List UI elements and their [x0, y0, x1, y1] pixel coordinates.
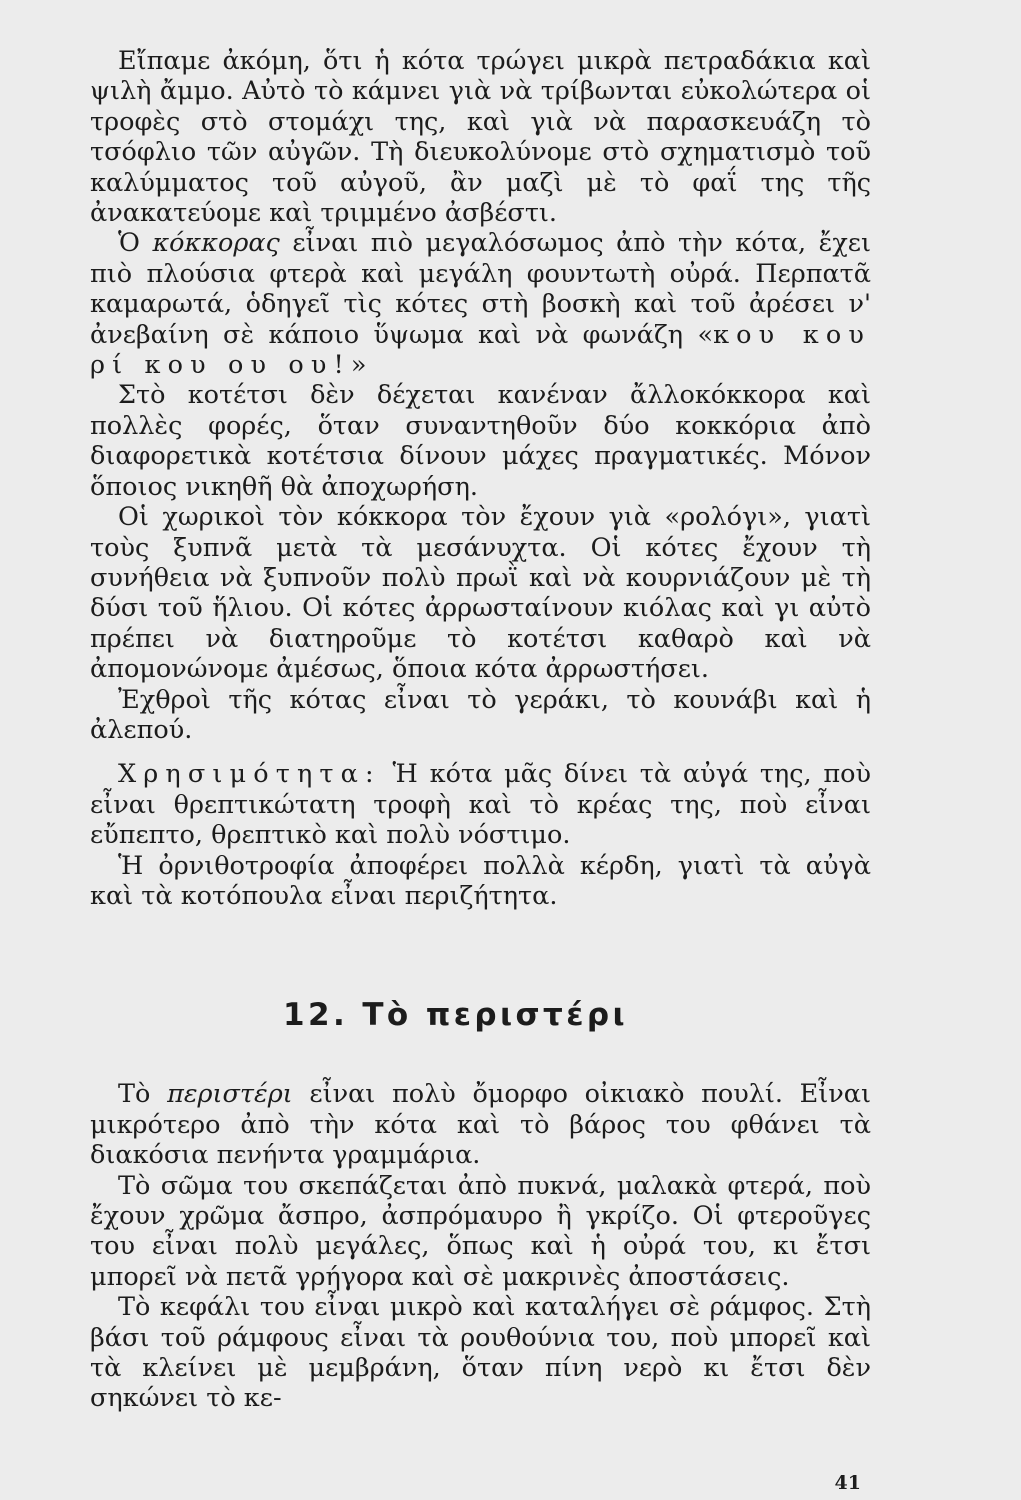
paragraph-pigeon-head: Τὸ κεφάλι του εἶναι μικρὸ καὶ καταλήγει σὲ ράμφος. Στὴ βάσι τοῦ ράμφους εἶναι τὰ ρουθούνια του, ποὺ μπορεῖ καὶ τὰ κλείνει μὲ μεμβράνη, ὅταν πίνη νερὸ κι ἔτσι δὲν σηκώνει τὸ κε-	[90, 1292, 871, 1414]
usefulness-label: Χρησιμότητα:	[118, 759, 381, 790]
section-hen-continued	[90, 46, 871, 911]
rooster-call: κου κου ρί κου ου ου!	[90, 319, 872, 381]
paragraph-hen-enemies: Ἐχθροὶ τῆς κότας εἶναι τὸ γεράκι, τὸ κουνάβι καὶ ἡ ἀλεπού.	[90, 684, 871, 745]
paragraph-rooster: Ὁ κόκκορας εἶναι πιὸ μεγαλόσωμος ἀπὸ τὴν κότα, ἔχει πιὸ πλούσια φτερὰ καὶ μεγάλη φουντωτὴ οὐρά. Περπατᾶ καμαρωτά, ὁδηγεῖ τὶς κότες στὴ βοσκὴ καὶ τοῦ ἀρέσει ν' ἀνεβαίνη σὲ κάποιο ὕψωμα καὶ νὰ φωνάζη «κου κου ρί κου ου ου!»	[90, 228, 872, 381]
paragraph-rooster-clock: Οἱ χωρικοὶ τὸν κόκκορα τὸν ἔχουν γιὰ «ρολόγι», γιατὶ τοὺς ξυπνᾶ μετὰ τὰ μεσάνυχτα. Οἱ κότες ἔχουν τὴ συνήθεια νὰ ξυπνοῦν πολὺ πρωῒ καὶ νὰ κουρνιάζουν μὲ τὴ δύσι τοῦ ἥλιου. Οἱ κότες ἀρρωσταίνουν κιόλας καὶ γι αὐτὸ πρέπει νὰ διατηροῦμε τὸ κοτέτσι καθαρὸ καὶ νὰ ἀπομονώνομε ἀμέσως, ὅποια κότα ἀρρωστήσει.	[90, 502, 871, 685]
chapter-heading: 12. Τὸ περιστέρι	[283, 997, 629, 1034]
term-pigeon: περιστέρι	[167, 1079, 293, 1110]
page-number: 41	[834, 1472, 861, 1494]
section-pigeon	[90, 1079, 871, 1413]
paragraph-pigeon-body: Τὸ σῶμα του σκεπάζεται ἀπὸ πυκνά, μαλακὰ φτερά, ποὺ ἔχουν χρῶμα ἄσπρο, ἀσπρόμαυρο ἢ γκρίζο. Οἱ φτεροῦγες του εἶναι πολὺ μεγάλες, ὅπως καὶ ἡ οὐρά του, κι ἔτσι μπορεῖ νὰ πετᾶ γρήγορα καὶ σὲ μακρινὲς ἀποστάσεις.	[90, 1170, 871, 1292]
paragraph-hen-food: Εἴπαμε ἀκόμη, ὅτι ἡ κότα τρώγει μικρὰ πετραδάκια καὶ ψιλὴ ἄμμο. Αὐτὸ τὸ κάμνει γιὰ νὰ τρίβωνται εὐκολώτερα οἱ τροφὲς στὸ στομάχι της, καὶ γιὰ νὰ παρασκευάζη τὸ τσόφλιο τῶν αὐγῶν. Τὴ διευκολύνομε στὸ σχηματισμὸ τοῦ καλύμματος τοῦ αὐγοῦ, ἂν μαζὶ μὲ τὸ φαΐ της τῆς ἀνακατεύομε καὶ τριμμένο ἀσβέστι.	[90, 46, 871, 229]
paragraph-pigeon-intro: Τὸ περιστέρι εἶναι πολὺ ὄμορφο οἰκιακὸ πουλί. Εἶναι μικρότερο ἀπὸ τὴν κότα καὶ τὸ βάρος του φθάνει τὰ διακόσια πενήντα γραμμάρια.	[90, 1079, 872, 1171]
term-rooster: κόκκορας	[152, 228, 280, 259]
paragraph-usefulness: Χρησιμότητα: Ἡ κότα μᾶς δίνει τὰ αὐγά της, ποὺ εἶναι θρεπτικώτατη τροφὴ καὶ τὸ κρέας της, ποὺ εἶναι εὔπεπτο, θρεπτικὸ καὶ πολὺ νόστιμο.	[90, 759, 871, 851]
paragraph-rooster-fights: Στὸ κοτέτσι δὲν δέχεται κανέναν ἄλλοκόκκορα καὶ πολλὲς φορές, ὅταν συναντηθοῦν δύο κοκκόρια ἀπὸ διαφορετικὰ κοτέτσια δίνουν μάχες πραγματικές. Μόνον ὅποιος νικηθῆ θὰ ἀποχωρήση.	[90, 380, 871, 502]
paragraph-poultry-farming: Ἡ ὀρνιθοτροφία ἀποφέρει πολλὰ κέρδη, γιατὶ τὰ αὐγὰ καὶ τὰ κοτόπουλα εἶναι περιζήτητα.	[90, 850, 871, 911]
